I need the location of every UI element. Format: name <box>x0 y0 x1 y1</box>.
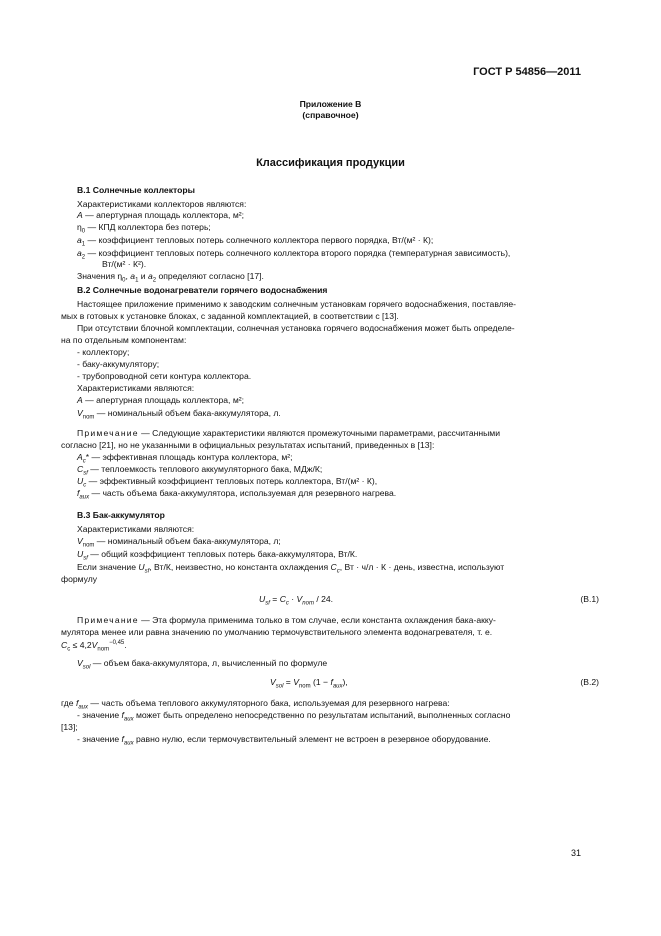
appendix-label: Приложение В <box>299 99 362 109</box>
s3-where: где $f_{aux}$ — часть объема теплового аккумуляторного бака, используемая для резервного нагрева: <box>61 698 450 711</box>
page-title: Классификация продукции <box>256 157 405 169</box>
s3-note-c: $C_c \le 4,2V_{nom}^{-0,45}$. <box>61 640 127 653</box>
s2-def-vnom: $V_{nom}$ — номинальный объем бака-аккумулятора, л. <box>77 408 281 421</box>
s3-intro: Характеристиками являются: <box>77 524 195 534</box>
section-heading-b1: В.1 Солнечные коллекторы <box>77 185 195 195</box>
equation-number-b1: (В.1) <box>580 594 599 604</box>
s1-values: Значения $\eta_0$, $a_1$ и $a_2$ определяют согласно [17]. <box>77 271 264 284</box>
s3-note-b: мулятора менее или равна значению по умолчанию термочувствительного элемента водонагревателя, т. е. <box>61 627 493 637</box>
equation-b2: $V_{sol} = V_{nom}$ $(1 - f_{aux})$, <box>270 677 348 690</box>
s2-intro: Характеристиками являются: <box>77 383 195 393</box>
s2-p1a: Настоящее приложение применимо к заводским солнечным установкам горячего водоснабжения, поставляе- <box>77 299 517 309</box>
s2-def-ac: $A_c*$ — эффективная площадь контура коллектора, м²; <box>77 452 293 465</box>
s2-def-csf: $C_{sf}$ — теплоемкость теплового аккумуляторного бака, МДж/К; <box>77 464 323 477</box>
list-item: - значение $f_{aux}$ может быть определено непосредственно по результатам испытаний, выполненных согласно <box>77 710 511 723</box>
appendix-type: (справочное) <box>302 110 359 120</box>
section-heading-b3: В.3 Бак-аккумулятор <box>77 510 165 520</box>
s1-def-a1: $a_1$ — коэффициент тепловых потерь солнечного коллектора первого порядка, Вт/(м² · К); <box>77 235 434 248</box>
equation-b1: $U_{sf} = C_c \cdot V_{nom} / 24$. <box>259 594 334 607</box>
s2-def-uc: $U_c$ — эффективный коэффициент тепловых потерь коллектора, Вт/(м² · К), <box>77 476 378 489</box>
s2-note-a: Примечание — Следующие характеристики являются промежуточными параметрами, рассчитанными <box>77 428 500 438</box>
equation-number-b2: (В.2) <box>580 677 599 687</box>
s1-def-a2: $a_2$ — коэффициент тепловых потерь солнечного коллектора второго порядка (температурная зависимость), <box>77 248 511 261</box>
section-heading-b2: В.2 Солнечные водонагреватели горячего водоснабжения <box>77 285 328 295</box>
list-item: - значение $f_{aux}$ равно нулю, если термочувствительный элемент не встроен в резервное оборудование. <box>77 734 491 747</box>
s1-intro: Характеристиками коллекторов являются: <box>77 199 247 209</box>
s2-def-faux: $f_{aux}$ — часть объема бака-аккумулятора, используемая для резервного нагрева. <box>77 488 397 501</box>
s3-def-vnom: $V_{nom}$ — номинальный объем бака-аккумулятора, л; <box>77 536 281 549</box>
s2-def-a: A — апертурная площадь коллектора, м²; <box>77 395 244 405</box>
s3-def-usf: $U_{sf}$ — общий коэффициент тепловых потерь бака-аккумулятора, Вт/К. <box>77 549 358 562</box>
s3-def-vsol: $V_{sol}$ — объем бака-аккумулятора, л, вычисленный по формуле <box>77 658 328 671</box>
s1-def-a2-cont: Вт/(м² · К²). <box>102 259 147 269</box>
list-item-cont: [13]; <box>61 722 78 732</box>
s3-if-line: Если значение $U_{sf}$, Вт/К, неизвестно, но константа охлаждения $C_c$, Вт · ч/л · К · день, известна, используют <box>77 562 505 575</box>
s2-note-b: согласно [21], но не указанными в официальных результатах испытаний, приведенных в [13]: <box>61 440 435 450</box>
list-item: - коллектору; <box>77 347 130 357</box>
s3-note-a: Примечание — Эта формула применима только в том случае, если константа охлаждения бака-акку- <box>77 615 496 625</box>
s3-if-cont: формулу <box>61 574 98 584</box>
page-number: 31 <box>570 848 581 858</box>
s2-p2a: При отсутствии блочной комплектации, солнечная установка горячего водоснабжения может быть определе- <box>77 323 515 333</box>
list-item: - баку-аккумулятору; <box>77 359 160 369</box>
s2-p2b: на по отдельным компонентам: <box>61 335 187 345</box>
list-item: - трубопроводной сети контура коллектора. <box>77 371 252 381</box>
standard-header: ГОСТ Р 54856—2011 <box>473 66 581 78</box>
s1-def-eta: $\eta_0$ — КПД коллектора без потерь; <box>77 222 211 235</box>
s2-p1b: мых в готовых к установке блоках, с заданной комплектацией, в соответствии с [13]. <box>61 311 399 321</box>
s1-def-a: A — апертурная площадь коллектора, м²; <box>77 210 244 220</box>
